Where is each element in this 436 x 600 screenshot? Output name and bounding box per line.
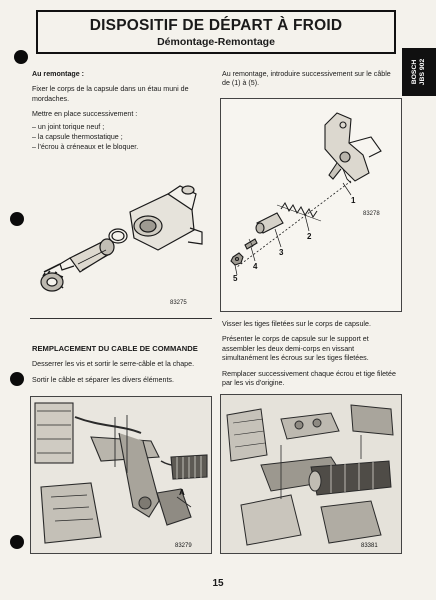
- section-tab: [402, 48, 436, 96]
- callout-2: 2: [307, 232, 312, 241]
- right-paragraph-4: Remplacer successivement chaque écrou et tige filetée par les vis d'origine.: [222, 369, 396, 388]
- capsule-exploded-drawing: [30, 172, 210, 312]
- right-column-assembly: [222, 320, 402, 394]
- section-tab-model: JBS 902: [419, 58, 426, 86]
- callout-5: 5: [233, 274, 238, 283]
- figure-cable-photo: [30, 396, 212, 554]
- cable-section: [32, 344, 212, 391]
- left-column-text: [32, 70, 210, 154]
- right-paragraph-1: Au remontage, introduire successivement sur le câble de (1) à (5).: [222, 70, 391, 88]
- page-subtitle: Démontage-Remontage: [157, 36, 275, 48]
- title-box: [36, 10, 396, 54]
- binder-hole-upper-mid: [10, 212, 24, 226]
- figure-ref-83275: 83275: [170, 300, 187, 306]
- callout-1: 1: [351, 196, 356, 205]
- right-paragraph-2: Visser les tiges filetées sur le corps de capsule.: [222, 320, 371, 328]
- cable-photo-drawing: [31, 397, 211, 553]
- figure-ref-83279: 83279: [175, 543, 192, 549]
- left-divider: [30, 318, 212, 319]
- page-title: DISPOSITIF DE DÉPART À FROID: [89, 17, 343, 34]
- callout-4: 4: [253, 262, 258, 271]
- parts-list-item: – un joint torique neuf ;: [32, 122, 105, 131]
- cable-paragraph-2: Sortir le câble et séparer les divers éléments.: [32, 375, 174, 384]
- cable-parts-drawing: [221, 99, 401, 311]
- figure-ref-83381: 83381: [361, 543, 378, 549]
- section-tab-brand: BOSCH: [411, 59, 418, 85]
- binder-hole-lower-mid: [10, 372, 24, 386]
- cable-section-heading: REMPLACEMENT DU CABLE DE COMMANDE: [32, 344, 198, 353]
- right-column-intro: [222, 70, 400, 95]
- figure-assembly-photo: [220, 394, 402, 554]
- binder-hole-bottom: [10, 535, 24, 549]
- left-paragraph-2: Mettre en place successivement :: [32, 110, 138, 119]
- figure-ref-83278: 83278: [363, 211, 380, 217]
- callout-3: 3: [279, 248, 284, 257]
- parts-list: [32, 123, 210, 153]
- figure-callout-a: A: [179, 488, 185, 497]
- page-number: 15: [212, 578, 224, 589]
- binder-hole-top: [14, 50, 28, 64]
- assembly-photo-drawing: [221, 395, 401, 553]
- figure-capsule-exploded: [30, 172, 210, 312]
- parts-list-item: – la capsule thermostatique ;: [32, 133, 123, 142]
- cable-paragraph-1: Desserrer les vis et sortir le serre-câble et la chape.: [32, 360, 195, 369]
- reassembly-heading: Au remontage :: [32, 70, 85, 78]
- figure-cable-parts: [220, 98, 402, 312]
- parts-list-item: – l'écrou à créneaux et le bloquer.: [32, 143, 139, 152]
- right-paragraph-3: Présenter le corps de capsule sur le support et assembler les deux demi-corps en vissant simultanément les écrous sur les tiges filetées.: [222, 335, 369, 363]
- left-paragraph-1: Fixer le corps de la capsule dans un étau muni de mordaches.: [32, 85, 189, 103]
